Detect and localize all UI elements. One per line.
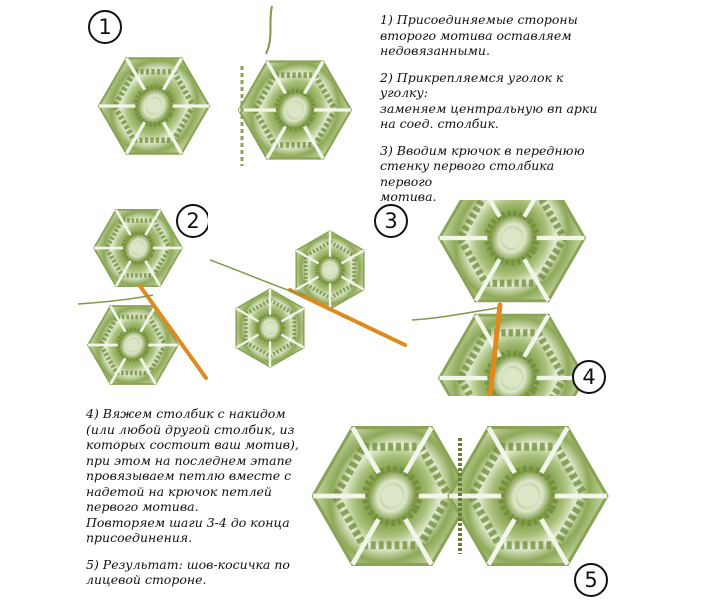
photo-step-3 — [210, 200, 410, 390]
photo-step-2 — [78, 200, 208, 390]
instructions-top — [380, 12, 610, 216]
instruction-step-3: 3) Вводим крючок в переднюю стенку первого столбика первого мотива. — [380, 142, 585, 204]
step-badge: 3 — [374, 204, 408, 238]
crochet-motifs-photo — [312, 400, 612, 598]
instruction-step-5: 5) Результат: шов-косичка по лицевой стороне. — [86, 556, 290, 587]
photo-step-1 — [82, 6, 352, 196]
photo-step-4 — [412, 200, 610, 396]
instructions-bottom — [86, 406, 306, 599]
instruction-step-2: 2) Прикрепляемся уголок к уголку: заменяем центральную вп арки на соед. столбик. — [380, 69, 598, 131]
instruction-step-4: 4) Вяжем столбик с накидом (или любой другой столбик, из которых состоит ваш мотив), при этом на последнем этапе провязываем петлю вместе с надетой на крючок петлей первого мотива. Повторяем шаги 3-4 до конца присоединения. — [86, 406, 299, 545]
photo-step-5 — [312, 400, 612, 598]
step-badge: 5 — [574, 563, 608, 597]
step-badge: 4 — [572, 360, 606, 394]
instruction-step-1: 1) Присоединяемые стороны второго мотива оставляем недовязанными. — [380, 12, 578, 58]
crochet-motifs-photo — [82, 6, 352, 196]
step-badge: 2 — [176, 204, 208, 238]
step-badge: 1 — [88, 10, 122, 44]
